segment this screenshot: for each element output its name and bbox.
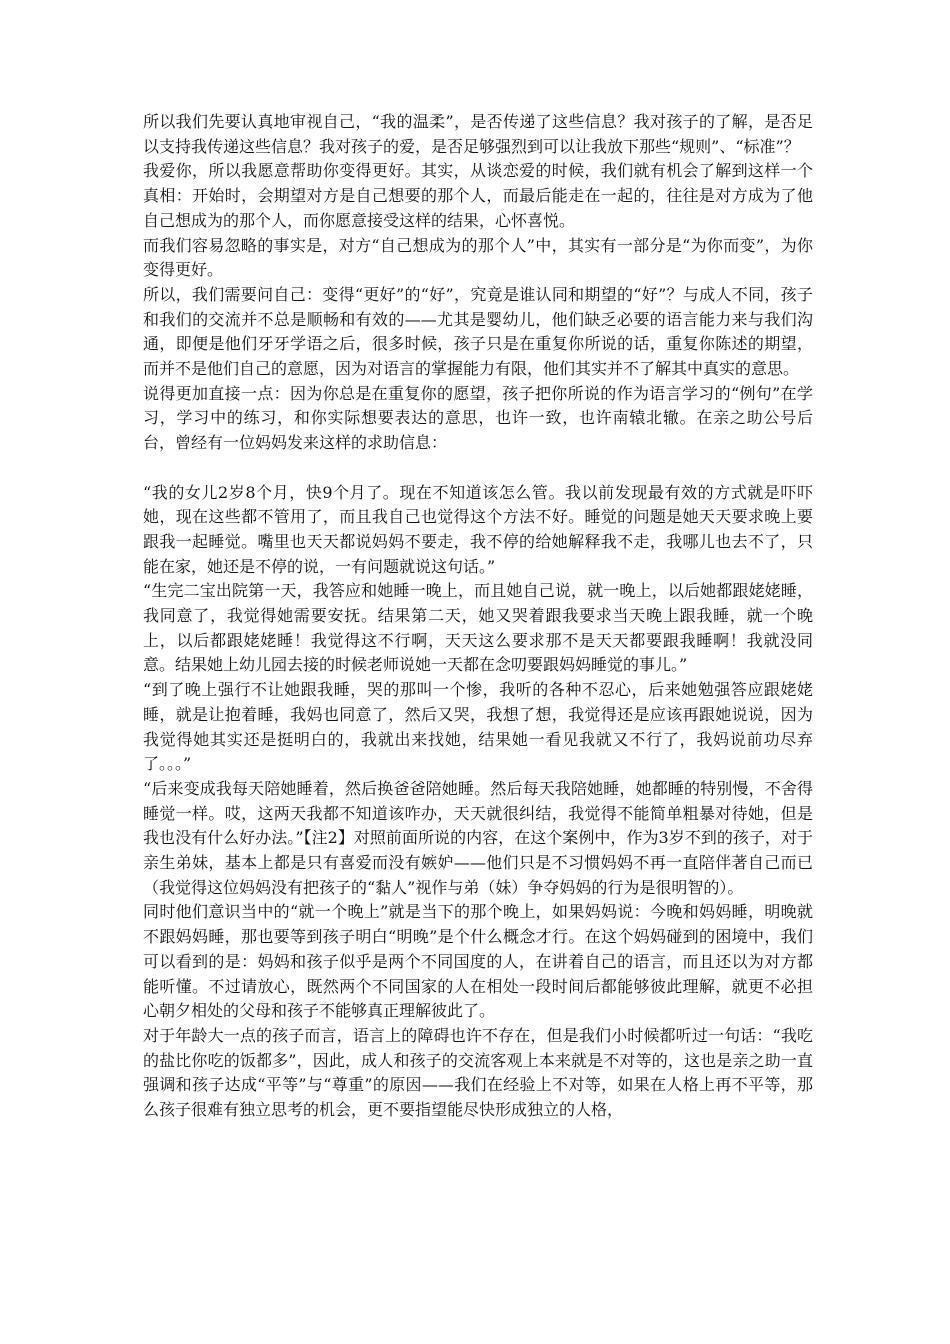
- quote-daughter-age: “我的女儿2岁8个月，快9个月了。现在不知道该怎么管。我以前发现最有效的方式就是吓吓她，现在这些都不管用了，而且我自己也觉得这个方法不好。睡觉的问题是她天天要求晚上要跟我一起睡觉。嘴里也天天都说妈妈不要走，我不停的给她解释我不走，我哪儿也去不了，只能在家，她还是不停的说，一有问题就说这句话。”: [143, 482, 813, 576]
- quote-second-baby: “生完二宝出院第一天，我答应和她睡一晚上，而且她自己说，就一晚上，以后她都跟姥姥睡，我同意了，我觉得她需要安抚。结果第二天，她又哭着跟我要求当天晚上跟我睡，就一个晚上，以后都跟姥姥睡！我觉得这不行啊，天天这么要求那不是天天都要跟我睡啊！我就没同意。结果她上幼儿园去接的时候老师说她一天都在念叨要跟妈妈睡觉的事儿。”: [143, 581, 813, 675]
- quote-night-crying: “到了晚上强行不让她跟我睡，哭的那叫一个惨，我听的各种不忍心，后来她勉强答应跟姥姥睡，就是让抱着睡，我妈也同意了，然后又哭，我想了想，我觉得还是应该再跟她说说，因为我觉得她其实还是挺明白的，我就出来找她，结果她一看见我就又不行了，我妈说前功尽弃了。。。”: [143, 680, 813, 774]
- paragraph-one-night: 同时他们意识当中的“就一个晚上”就是当下的那个晚上，如果妈妈说：今晚和妈妈睡，明晚就不跟妈妈睡，那也要等到孩子明白“明晚”是个什么概念才行。在这个妈妈碰到的困境中，我们可以看到的是：妈妈和孩子似乎是两个不同国度的人，在讲着自己的语言，而且还以为对方都能听懂。不过请放心，既然两个不同国家的人在相处一段时间后都能够彼此理解，就更不必担心朝夕相处的父母和孩子不能够真正理解彼此了。: [143, 902, 813, 1021]
- paragraph-self-review: 所以我们先要认真地审视自己，“我的温柔”，是否传递了这些信息？我对孩子的了解，是否足以支持我传递这些信息？我对孩子的爱，是否足够强烈到可以让我放下那些“规则”、“标准”？: [143, 112, 813, 156]
- paragraph-more-direct: 说得更加直接一点：因为你总是在重复你的愿望，孩子把你所说的作为语言学习的“例句”在学习，学习中的练习，和你实际想要表达的意思，也许一致，也许南辕北辙。在亲之助公号后台，曾经有一位妈妈发来这样的求助信息：: [143, 383, 813, 453]
- paragraph-gap: [143, 456, 813, 481]
- paragraph-ask-ourselves: 所以，我们需要问自己：变得“更好”的“好”，究竟是谁认同和期望的“好”？与成人不同，孩子和我们的交流并不总是顺畅和有效的——尤其是婴幼儿，他们缺乏必要的语言能力来与我们沟通，即便是他们牙牙学语之后，很多时候，孩子只是在重复你所说的话，重复你陈述的期望，而并不是他们自己的意愿，因为对语言的掌握能力有限，他们其实并不了解其中真实的意思。: [143, 284, 813, 379]
- paragraph-older-children: 对于年龄大一点的孩子而言，语言上的障碍也许不存在，但是我们小时候都听过一句话：“我吃的盐比你吃的饭都多”，因此，成人和孩子的交流客观上本来就是不对等的，这也是亲之助一直强调和孩子达成“平等”与“尊重”的原因——我们在经验上不对等，如果在人格上再不平等，那么孩子很难有独立思考的机会，更不要指望能尽快形成独立的人格，: [143, 1026, 813, 1120]
- document-body: [143, 110, 813, 1123]
- paragraph-love-better: 我爱你，所以我愿意帮助你变得更好。其实，从谈恋爱的时候，我们就有机会了解到这样一个真相：开始时，会期望对方是自己想要的那个人，而最后能走在一起的，往往是对方成为了他自己想成为的那个人，而你愿意接受这样的结果，心怀喜悦。: [143, 161, 813, 230]
- quote-daily-routine: “后来变成我每天陪她睡着，然后换爸爸陪她睡。然后每天我陪她睡，她都睡的特别慢，不舍得睡觉一样。哎，这两天我都不知道该咋办，天天就很纠结，我觉得不能简单粗暴对待她，但是我也没有什么好办法。”【注2】对照前面所说的内容，在这个案例中，作为3岁不到的孩子，对于亲生弟妹，基本上都是只有喜爱而没有嫉妒——他们只是不习惯妈妈不再一直陪伴著自己而已（我觉得这位妈妈没有把孩子的“黏人”视作与弟（妹）争夺妈妈的行为是很明智的）。: [143, 778, 813, 897]
- paragraph-ignored-fact: 而我们容易忽略的事实是，对方“自己想成为的那个人”中，其实有一部分是“为你而变”，为你变得更好。: [143, 235, 813, 280]
